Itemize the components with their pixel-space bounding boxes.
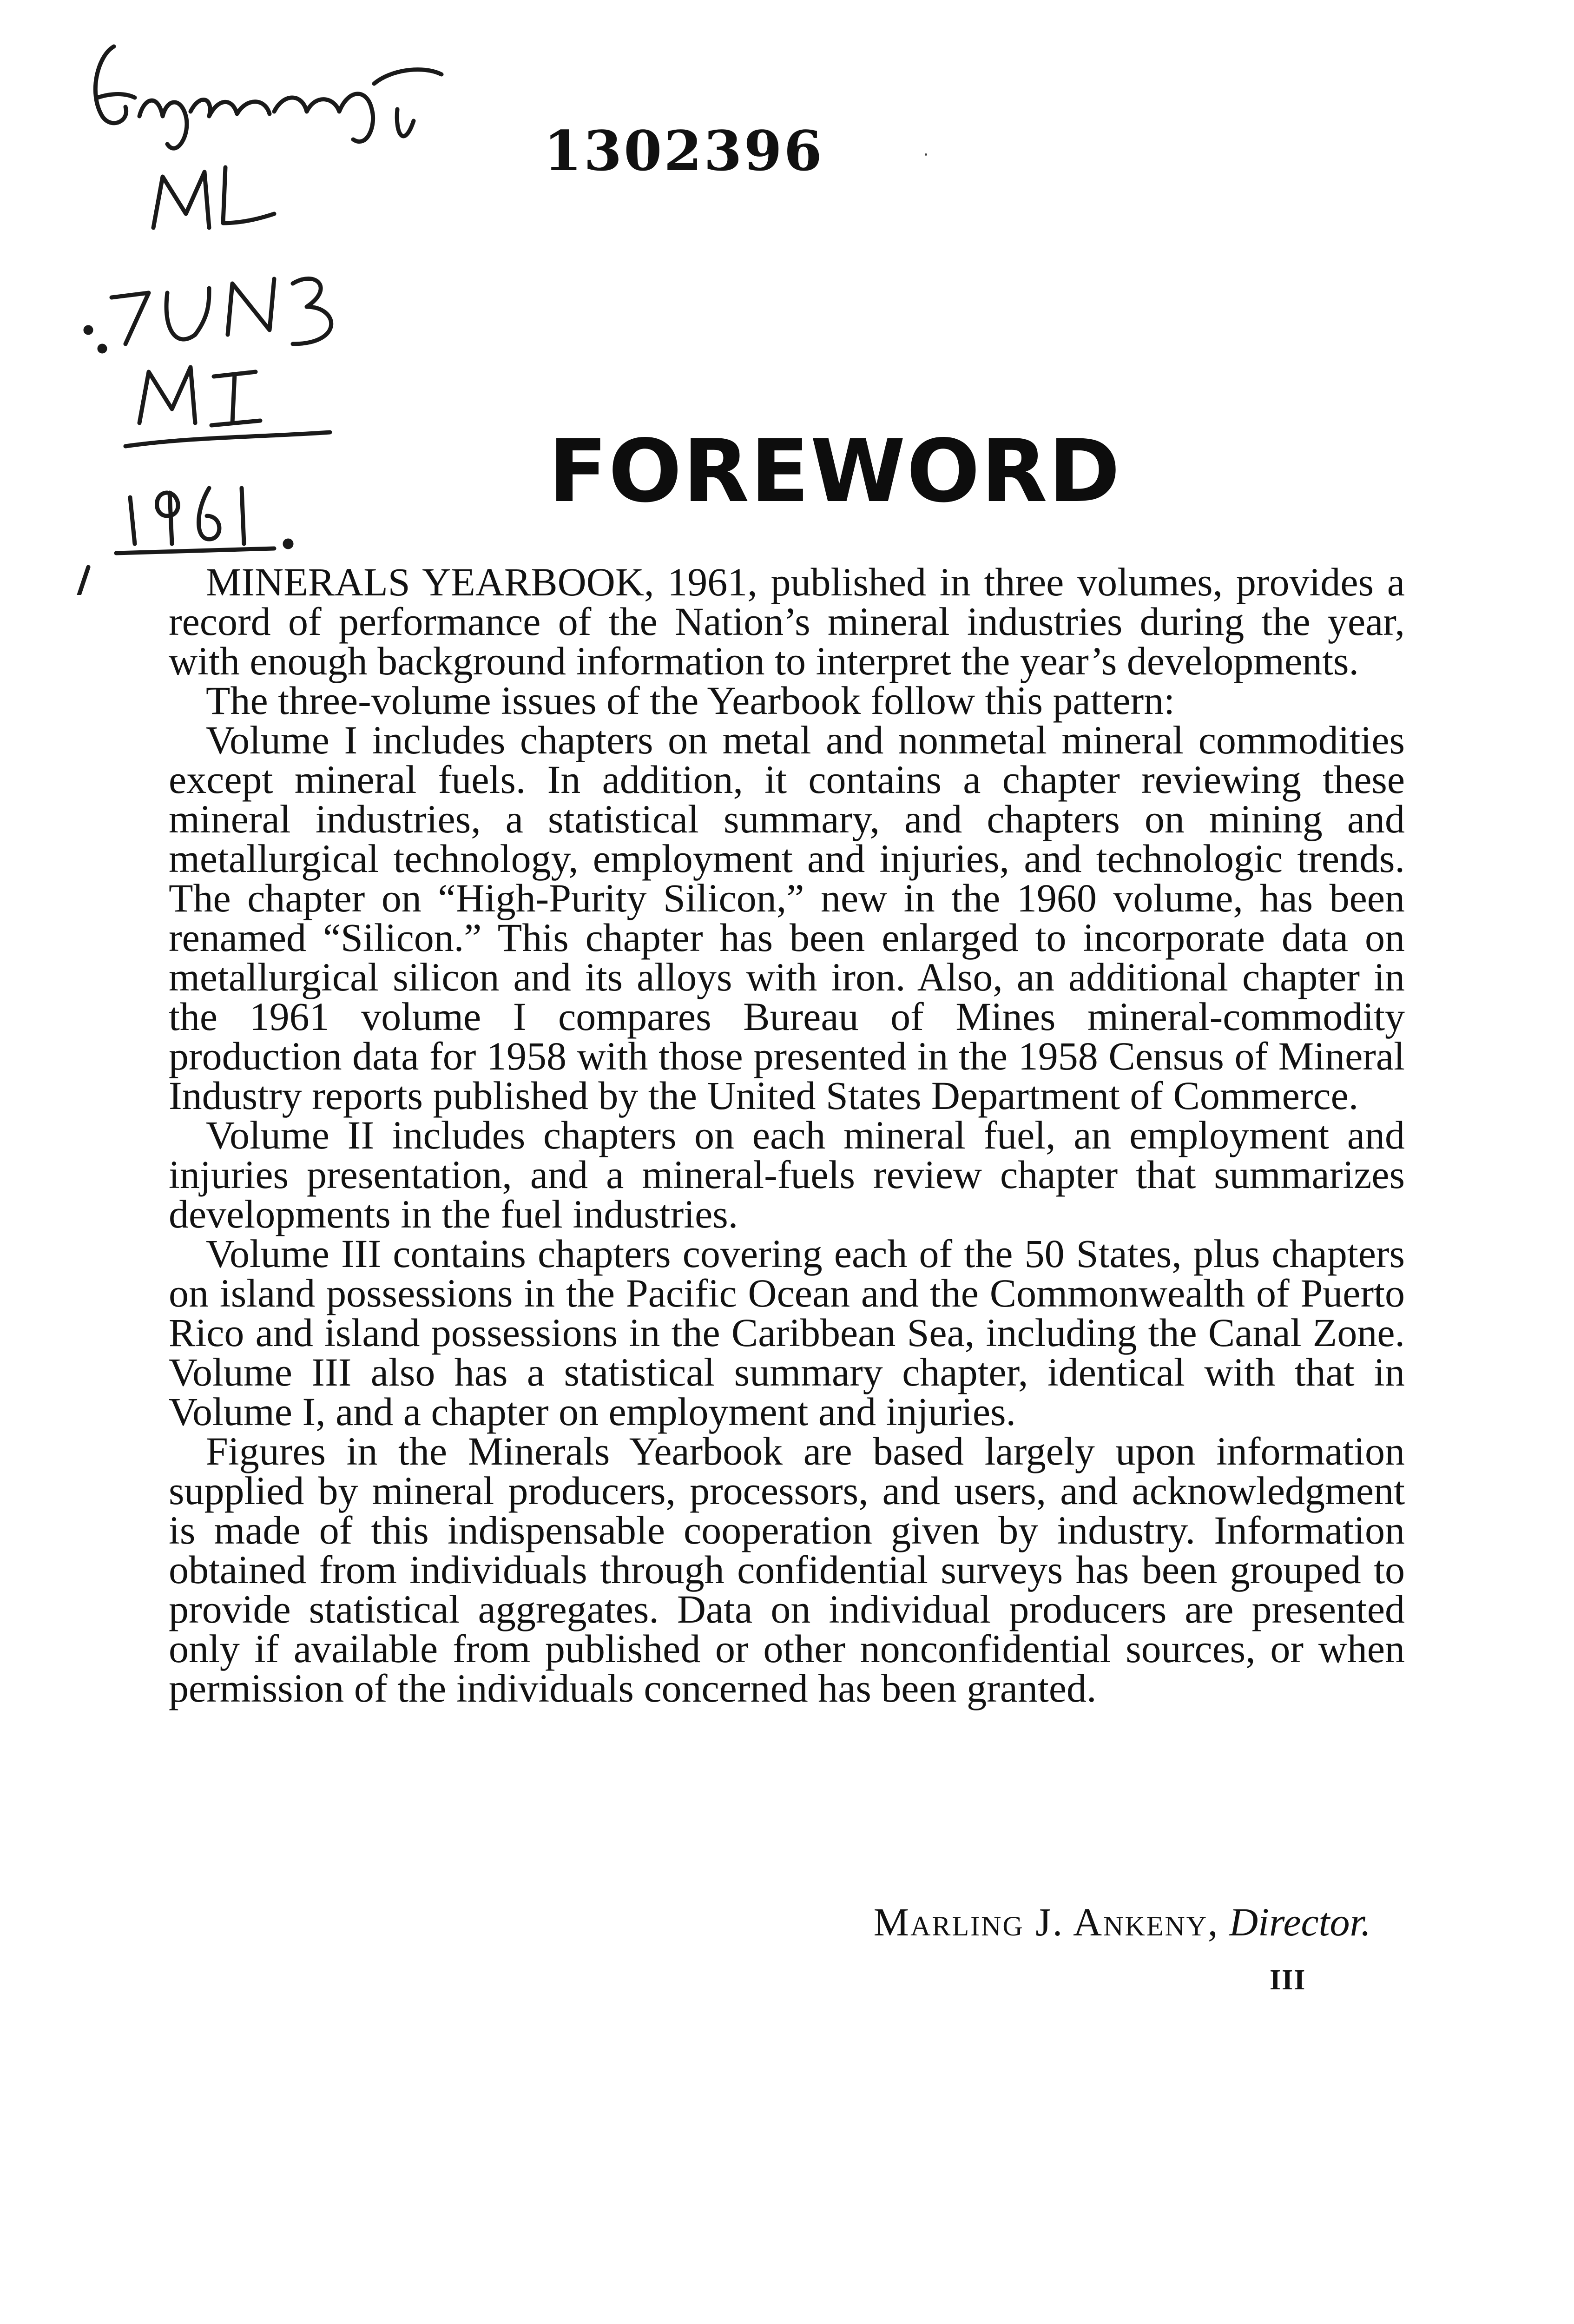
signature	[874, 1899, 1371, 1945]
paragraph: The three-volume issues of the Yearbook follow this pattern:	[206, 678, 1175, 723]
handwritten-call-number	[70, 28, 488, 595]
paragraph: MINERALS YEARBOOK, 1961, published in three volumes, provides a record of performance of the Nation’s mineral industries during the year, with enough background information to interpret the year’s developments.	[169, 560, 1405, 683]
paragraph: Volume II includes chapters on each mineral fuel, an employment and injuries presentation, and a mineral-fuels review chapter that summarizes developments in the fuel industries.	[169, 1113, 1405, 1236]
signature-title: Director.	[1229, 1900, 1371, 1944]
accession-number: 1302396	[544, 119, 824, 183]
signature-name: Marling J. Ankeny,	[873, 1900, 1219, 1944]
scan-speck	[925, 153, 927, 156]
paragraph: Volume III contains chapters covering each of the 50 States, plus chapters on island possessions in the Pacific Ocean and the Commonwealth of Puerto Rico and island possessions in the Caribbean Sea, including the Canal Zone. Volume III also has a statistical summary chapter, identical with that in Volume I, and a chapter on employment and injuries.	[169, 1231, 1405, 1434]
paragraph: Volume I includes chapters on metal and nonmetal mineral commodities except mineral fuels. In addition, it contains a chapter reviewing these mineral industries, a statistical summary, and chapters on mining and metallurgical technology, employment and injuries, and technologic trends. The chapter on “High-Purity Silicon,” new in the 1960 volume, has been renamed “Silicon.” This chapter has been enlarged to incorporate data on metallurgical silicon and its alloys with iron. Also, an additional chapter in the 1961 volume I compares Bureau of Mines mineral-commodity production data for 1958 with those presented in the 1958 Census of Mineral Industry reports published by the United States Department of Commerce.	[169, 718, 1405, 1118]
page-title: FOREWORD	[548, 421, 1121, 522]
page-number: III	[1270, 1964, 1306, 1996]
foreword-body	[169, 562, 1405, 1708]
paragraph: Figures in the Minerals Yearbook are based largely upon information supplied by mineral producers, processors, and users, and acknowledgment is made of this indispensable cooperation given by industry. Information obtained from individuals through confidential surveys has been grouped to provide statistical aggregates. Data on individual producers are presented only if available from published or other nonconfidential sources, or when permission of the individuals concerned has been granted.	[169, 1429, 1405, 1710]
